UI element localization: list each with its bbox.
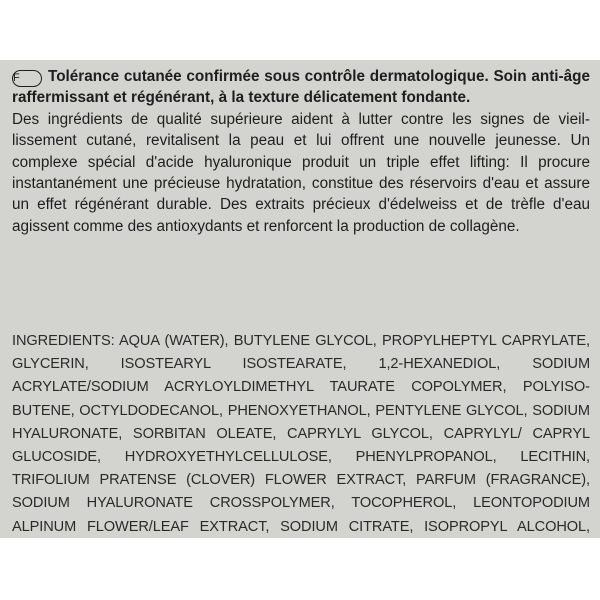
ingredients-list: INGREDIENTS: AQUA (WATER), BUTYLENE GLYCOL, PROPYLHEPTYL CAPRYLATE, GLYCERIN, ISOSTEARYL ISOSTEARATE, 1,2-HEXANEDIOL, SODIUM ACRYLATE/SODIUM ACRYLOYLDIMETHYL TAURATE COPOLYMER, POLYISOBUTENE, OCTYLDODECANOL, PHENOXYETHANOL, PENTYLENE GLYCOL, SODIUM HYALURONATE, SORBITAN OLEATE, CAPRYLYL GLYCOL, CAPRYLYL/ CAPRYL GLUCOSIDE, HYDROXYETHYLCELLULOSE, PHENYLPROPANOL, LECITHIN, TRIFOLIUM PRATENSE (CLOVER) FLOWER EXTRACT, PARFUM (FRAGRANCE), SODIUM HYALURONATE CROSSPOLYMER, TOCOPHEROL, LEONTOPODIUM ALPINUM FLOWER/LEAF EXTRACT, SODIUM CITRATE, ISOPROPYL ALCOHOL, [12, 333, 590, 535]
french-heading-paragraph [12, 66, 590, 109]
french-description: Des ingrédients de qualité supérieure aident à lutter contre les signes de vieillissement cutané, revitalisent la peau et lui offrent une nouvelle jeunesse. Un complexe spécial d'acide hyaluronique produit un triple effet lifting: Il procure instantanément une précieuse hydratation, constitue des réservoirs d'eau et assure un effet régénérant durable. Des extraits précieux d'édelweiss et de trèfle d'eau agissent comme des antioxydants et renforcent la production de collagène. [12, 110, 590, 235]
language-badge: F [12, 70, 42, 87]
french-text-block [12, 66, 590, 237]
bottom-margin [0, 538, 600, 600]
french-heading: Tolérance cutanée confirmée sous contrôle dermatologique. Soin anti-âge raffermissant et régénérant, à la texture délicatement fondante. [12, 68, 590, 107]
top-margin [0, 0, 600, 60]
